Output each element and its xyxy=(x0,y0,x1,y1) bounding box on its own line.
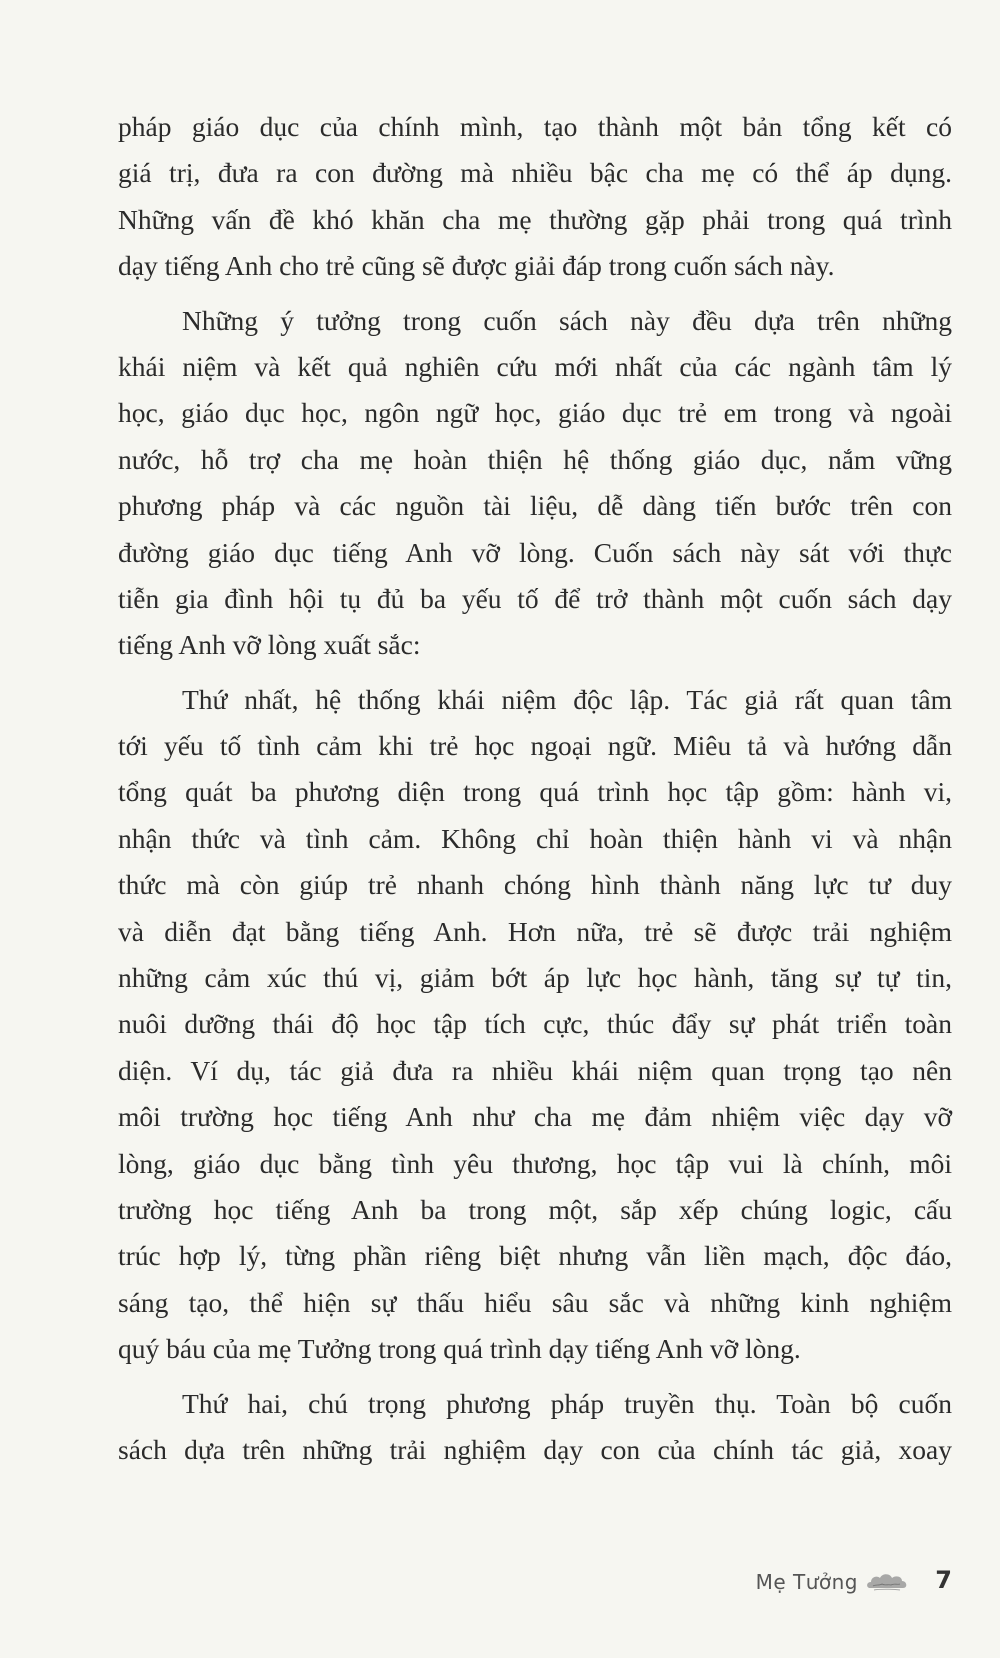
paragraph-gap xyxy=(118,290,952,298)
text-line: trường học tiếng Anh ba trong một, sắp xếp chúng logic, cấu xyxy=(118,1193,952,1225)
text-line: Thứ hai, chú trọng phương pháp truyền thụ. Toàn bộ cuốn xyxy=(182,1387,952,1419)
text-line: pháp giáo dục của chính mình, tạo thành một bản tổng kết có xyxy=(118,111,952,142)
paragraph xyxy=(118,104,952,290)
text-line: Những vấn đề khó khăn cha mẹ thường gặp phải trong quá trình xyxy=(118,203,952,235)
paragraph xyxy=(118,298,952,669)
text-line: tới yếu tố tình cảm khi trẻ học ngoại ngữ. Miêu tả và hướng dẫn xyxy=(118,730,952,762)
text-line: và diễn đạt bằng tiếng Anh. Hơn nữa, trẻ sẽ được trải nghiệm xyxy=(118,915,952,947)
text-line: tiếng Anh vỡ lòng xuất sắc: xyxy=(118,629,421,661)
text-line: Những ý tưởng trong cuốn sách này đều dựa trên những xyxy=(182,304,952,336)
running-title: Mẹ Tưởng xyxy=(755,1570,858,1594)
text-line: tiễn gia đình hội tụ đủ ba yếu tố để trở thành một cuốn sách dạy xyxy=(118,582,952,614)
page-number: 7 xyxy=(935,1566,952,1594)
text-line: tổng quát ba phương diện trong quá trình học tập gồm: hành vi, xyxy=(118,776,952,808)
paragraph xyxy=(118,1381,952,1474)
text-line: sách dựa trên những trải nghiệm dạy con của chính tác giả, xoay xyxy=(118,1433,952,1465)
text-line: những cảm xúc thú vị, giảm bớt áp lực học hành, tăng sự tự tin, xyxy=(118,962,952,994)
text-line: trúc hợp lý, từng phần riêng biệt nhưng vẫn liền mạch, độc đáo, xyxy=(118,1240,952,1272)
text-line: nuôi dưỡng thái độ học tập tích cực, thúc đẩy sự phát triển toàn xyxy=(118,1008,952,1040)
text-line: lòng, giáo dục bằng tình yêu thương, học tập vui là chính, môi xyxy=(118,1147,952,1179)
page-footer xyxy=(0,1562,1000,1612)
paragraph-gap xyxy=(118,1373,952,1381)
text-line: phương pháp và các nguồn tài liệu, dễ dàng tiến bước trên con xyxy=(118,490,952,522)
paragraph-gap xyxy=(118,669,952,677)
body-text xyxy=(118,104,952,1473)
text-line: đường giáo dục tiếng Anh vỡ lòng. Cuốn sách này sát với thực xyxy=(118,536,952,568)
text-line: giá trị, đưa ra con đường mà nhiều bậc cha mẹ có thể áp dụng. xyxy=(118,157,952,189)
text-line: môi trường học tiếng Anh như cha mẹ đảm nhiệm việc dạy vỡ xyxy=(118,1101,952,1133)
text-line: khái niệm và kết quả nghiên cứu mới nhất của các ngành tâm lý xyxy=(118,350,952,382)
cloud-icon xyxy=(864,1570,910,1596)
text-line: thức mà còn giúp trẻ nhanh chóng hình thành năng lực tư duy xyxy=(118,869,952,901)
text-line: quý báu của mẹ Tưởng trong quá trình dạy tiếng Anh vỡ lòng. xyxy=(118,1333,801,1365)
text-line: diện. Ví dụ, tác giả đưa ra nhiều khái niệm quan trọng tạo nên xyxy=(118,1054,952,1086)
text-line: nhận thức và tình cảm. Không chỉ hoàn thiện hành vi và nhận xyxy=(118,822,952,854)
text-line: nước, hỗ trợ cha mẹ hoàn thiện hệ thống giáo dục, nắm vững xyxy=(118,443,952,475)
text-line: Thứ nhất, hệ thống khái niệm độc lập. Tác giả rất quan tâm xyxy=(182,683,952,715)
paragraph xyxy=(118,677,952,1373)
text-line: sáng tạo, thể hiện sự thấu hiểu sâu sắc và những kinh nghiệm xyxy=(118,1286,952,1318)
text-line: học, giáo dục học, ngôn ngữ học, giáo dục trẻ em trong và ngoài xyxy=(118,397,952,429)
text-line: dạy tiếng Anh cho trẻ cũng sẽ được giải đáp trong cuốn sách này. xyxy=(118,250,835,282)
